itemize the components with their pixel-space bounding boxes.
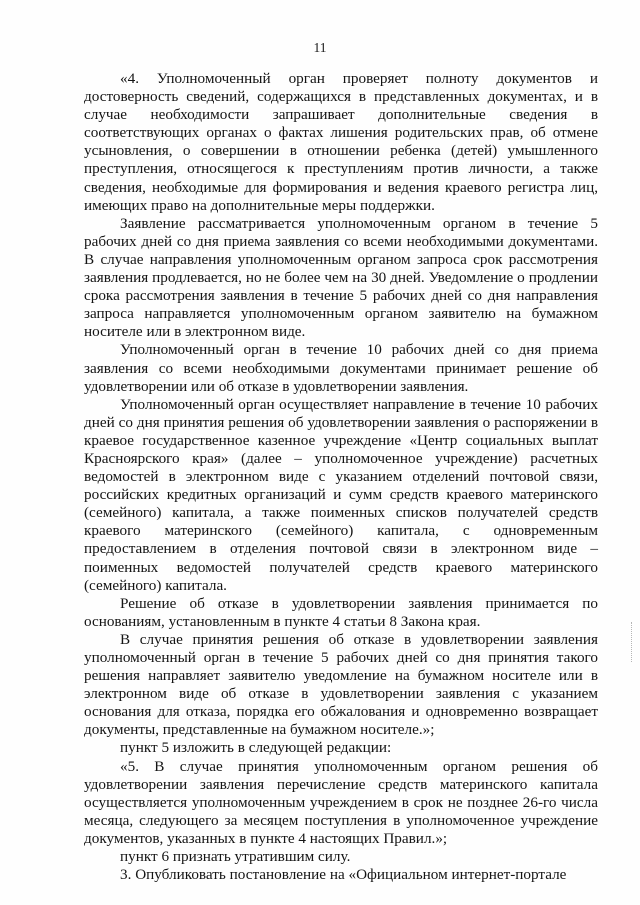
- paragraph-3: Уполномоченный орган в течение 10 рабочих дней со дня приема заявления со всеми необходимыми документами принимает решение об удовлетворении или об отказе в удовлетворении заявления.: [84, 341, 598, 395]
- paragraph-2: Заявление рассматривается уполномоченным органом в течение 5 рабочих дней со дня приема заявления со всеми необходимыми документами. В случае направления уполномоченным органом запроса срок рассмотрения заявления продлевается, но не более чем на 30 дней. Уведомление о продлении срока рассмотрения заявления в течение 5 рабочих дней со дня направления запроса направляется уполномоченным органом заявителю на бумажном носителе или в электронном виде.: [84, 214, 598, 341]
- page-number: 11: [313, 40, 327, 55]
- paragraph-10: 3. Опубликовать постановление на «Официальном интернет-портале: [120, 866, 567, 884]
- scan-edge-mark: [631, 622, 635, 662]
- paragraph-1: «4. Уполномоченный орган проверяет полноту документов и достоверность сведений, содержащихся в представленных документах, и в случае необходимости запрашивает дополнительные сведения в соответствующих органах о фактах лишения родительских прав, об отмене усыновления, о совершении в отношении ребенка (детей) умышленного преступления, относящегося к преступлениям против личности, а также сведения, необходимые для формирования и ведения краевого регистра лиц, имеющих право на дополнительные меры поддержки.: [84, 70, 598, 214]
- paragraph-6: В случае принятия решения об отказе в удовлетворении заявления уполномоченный орган в течение 5 рабочих дней со дня принятия такого решения направляет заявителю уведомление на бумажном носителе или в электронном виде об отказе в удовлетворении заявления с указанием основания для отказа, порядка его обжалования и одновременно возвращает документы, представленные на бумажном носителе.»;: [84, 630, 598, 739]
- paragraph-7: пункт 5 изложить в следующей редакции:: [120, 739, 392, 757]
- paragraph-4: Уполномоченный орган осуществляет направление в течение 10 рабочих дней со дня принятия решения об удовлетворении заявления о распоряжении в краевое государственное казенное учреждение «Центр социальных выплат Красноярского края» (далее – уполномоченное учреждение) расчетных ведомостей в электронном виде с указанием отделений почтовой связи, российских кредитных организаций и сумм средств краевого материнского (семейного) капитала, а также поименных списков получателей средств краевого материнского (семейного) капитала, с одновременным предоставлением в отделения почтовой связи в электронном виде – поименных ведомостей получателей средств краевого материнского (семейного) капитала.: [84, 395, 598, 594]
- document-body: [84, 70, 598, 884]
- paragraph-5: Решение об отказе в удовлетворении заявления принимается по основаниям, установленным в пункте 4 статьи 8 Закона края.: [84, 594, 598, 630]
- paragraph-8: «5. В случае принятия уполномоченным органом решения об удовлетворении заявления перечисление средств материнского капитала осуществляется уполномоченным учреждением в срок не позднее 26-го числа месяца, следующего за месяцем поступления в уполномоченное учреждение документов, указанных в пункте 4 настоящих Правил.»;: [84, 757, 598, 847]
- paragraph-9: пункт 6 признать утратившим силу.: [120, 848, 351, 866]
